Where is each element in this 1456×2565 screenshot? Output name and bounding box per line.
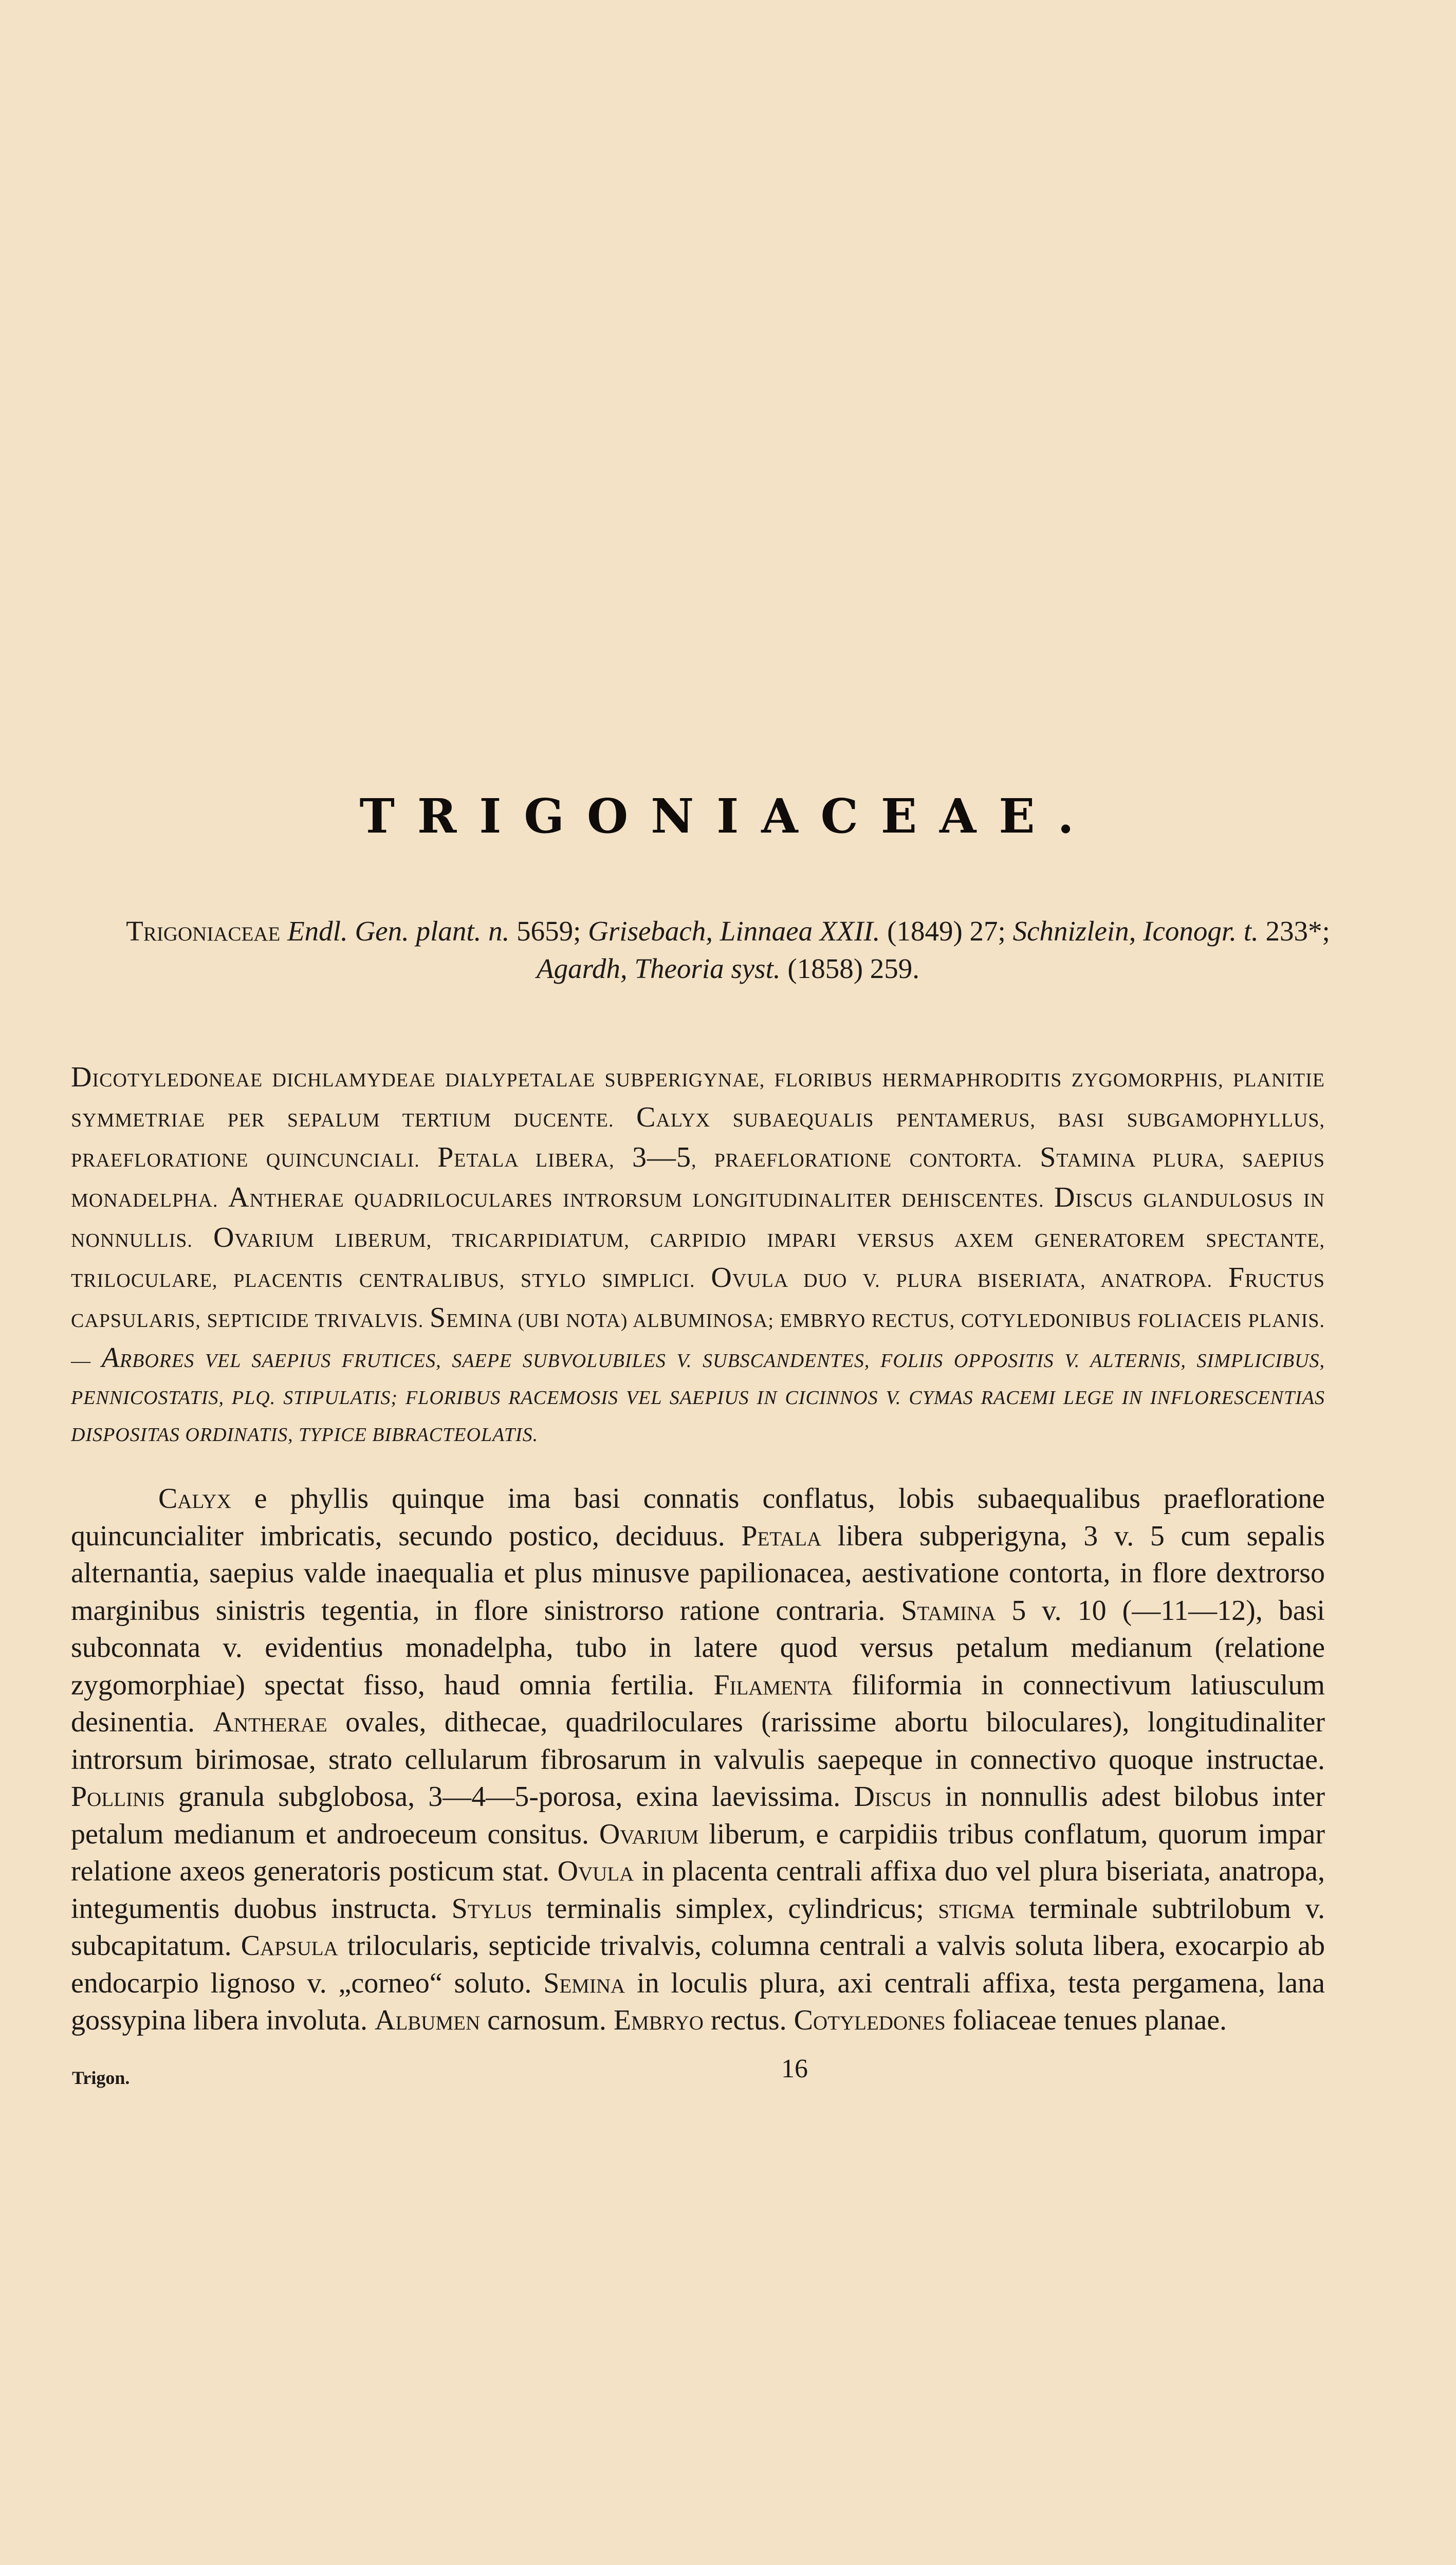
term-discus: Discus	[854, 1781, 932, 1813]
citation-author-schnizlein: Schnizlein, Iconogr. t.	[1012, 915, 1259, 947]
citation-author-agardh: Agardh, Theoria syst.	[536, 953, 781, 984]
term-filamenta: Filamenta	[713, 1669, 833, 1701]
term-capsula: Capsula	[241, 1930, 338, 1962]
term-stylus: Stylus	[451, 1892, 532, 1925]
term-albumen: Albumen	[375, 2004, 481, 2036]
term-cotyledones: Cotyledones	[794, 2004, 946, 2036]
term-petala: Petala	[741, 1520, 822, 1552]
diagnosis-paragraph: DICOTYLEDONEAE DICHLAMYDEAE DIALYPETALAE SUBPERIGYNAE, FLORIBUS HERMAPHRODITIS ZYGOMORPHIS, PLANITIE SYMMETRIAE PER SEPALUM TERTIUM DUCENTE. CALYX SUBAEQUALIS PENTAMERUS, BASI SUBGAMOPHYLLUS, PRAEFLORATIONE QUINCUNCIALI. PETALA LIBERA, 3—5, PRAEFLORATIONE CONTORTA. STAMINA PLURA, SAEPIUS MONADELPHA. ANTHERAE QUADRILOCULARES INTRORSUM LONGITUDINALITER DEHISCENTES. DISCUS GLANDULOSUS IN NONNULLIS. OVARIUM LIBERUM, TRICARPIDIATUM, CARPIDIO IMPARI VERSUS AXEM GENERATOREM SPECTANTE, TRILOCULARE, PLACENTIS CENTRALIBUS, STYLO SIMPLICI. OVULA DUO V. PLURA BISERIATA, ANATROPA. FRUCTUS CAPSULARIS, SEPTICIDE TRIVALVIS. SEMINA (UBI NOTA) ALBUMINOSA; EMBRYO RECTUS, COTYLEDONIBUS FOLIACEIS PLANIS. — ARBORES VEL SAEPIUS FRUTICES, SAEPE SUBVOLUBILES V. SUBSCANDENTES, FOLIIS OPPOSITIS V. ALTERNIS, SIMPLICIBUS, PENNICOSTATIS, PLQ. STIPULATIS; FLORIBUS RACEMOSIS VEL SAEPIUS IN CICINNOS V. CYMAS RACEMI LEGE IN INFLORESCENTIAS DISPOSITAS ORDINATIS, TYPICE BIBRACTEOLATIS.	[71, 1061, 1325, 1446]
term-semina: Semina	[543, 1967, 625, 1999]
citation-author-grisebach: Grisebach, Linnaea XXII.	[588, 915, 880, 947]
term-pollinis: Pollinis	[71, 1781, 165, 1813]
term-calyx: Calyx	[158, 1483, 231, 1515]
description-paragraph: Calyx e phyllis quinque ima basi connatis conflatus, lobis subaequalibus praefloratione quincuncialiter imbricatis, secundo postico, deciduus. Petala libera subperigyna, 3 v. 5 cum sepalis alternantia, saepius valde inaequalia et plus minusve papilionacea, aestivatione contorta, in flore dextrorso marginibus sinistris tegentia, in flore sinistrorso ratione contraria. Stamina 5 v. 10 (—11—12), basi subconnata v. evidentius monadelpha, tubo in latere quod versus petalum medianum (relatione zygomorphiae) spectat fisso, haud omnia fertilia. Filamenta filiformia in connectivum latiusculum desinentia. Antherae ovales, dithecae, quadriloculares (rarissime abortu biloculares), longitudinaliter introrsum birimosae, strato cellularum fibrosarum in valvulis saepeque in connectivo quoque instructae. Pollinis granula subglobosa, 3—4—5-porosa, exina laevissima. Discus in nonnullis adest bilobus inter petalum medianum et androeceum consitus. Ovarium liberum, e carpidiis tribus conflatum, quorum impar relatione axeos generatoris posticum stat. Ovula in placenta centrali affixa duo vel plura biseriata, anatropa, integumentis duobus instructa. Stylus terminalis simplex, cylindricus; stigma terminale subtrilobum v. subcapitatum. Capsula trilocularis, septicide trivalvis, columna centrali a valvis soluta libera, exocarpio ab endocarpio lignoso v. „corneo“ soluto. Semina in loculis plura, axi centrali affixa, testa pergamena, lana gossypina libera involuta. Albumen carnosum. Embryo rectus. Cotyledones foliaceae tenues planae.	[71, 1483, 1325, 2036]
habit-description: ARBORES VEL SAEPIUS FRUTICES, SAEPE SUBVOLUBILES V. SUBSCANDENTES, FOLIIS OPPOSITIS V. ALTERNIS, SIMPLICIBUS, PENNICOSTATIS, PLQ. STIPULATIS; FLORIBUS RACEMOSIS VEL SAEPIUS IN CICINNOS V. CYMAS RACEMI LEGE IN INFLORESCENTIAS DISPOSITAS ORDINATIS, TYPICE BIBRACTEOLATIS.	[71, 1342, 1325, 1446]
term-stamina: Stamina	[901, 1594, 996, 1627]
page-title: TRIGONIACEAE.	[359, 788, 1097, 844]
term-ovarium: Ovarium	[599, 1818, 699, 1850]
family-name: Trigoniaceae	[126, 915, 281, 947]
term-ovula: Ovula	[557, 1855, 634, 1887]
citation: Trigoniaceae Endl. Gen. plant. n. 5659; Grisebach, Linnaea XXII. (1849) 27; Schnizlein, Iconogr. t. 233*; Agardh, Theoria syst. (1858) 259.	[126, 915, 1330, 984]
citation-author-endlicher: Endl. Gen. plant. n.	[287, 915, 510, 947]
page-number: 16	[781, 2054, 808, 2083]
term-embryo: Embryo	[613, 2004, 704, 2036]
footer-signature: Trigon.	[72, 2068, 130, 2088]
term-antherae: Antherae	[213, 1706, 327, 1738]
term-stigma: stigma	[938, 1892, 1015, 1925]
